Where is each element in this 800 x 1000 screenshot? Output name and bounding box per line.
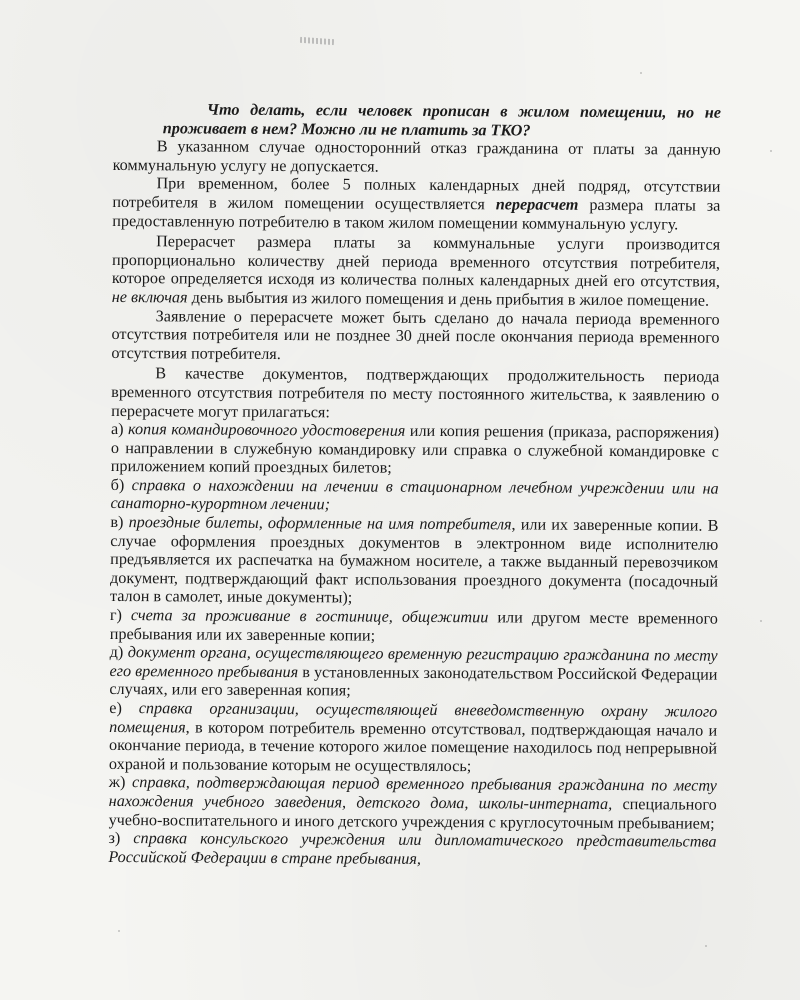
list-item-emphasis: счета за проживание в гостинице, общежитии <box>130 606 489 627</box>
paragraph-refusal: В указанном случае односторонний отказ гражданина от платы за данную коммунальную услугу не допускается. <box>112 137 721 176</box>
list-marker: а) <box>110 420 129 439</box>
list-item <box>108 829 716 870</box>
paragraph-text: размера платы за предоставленную потребителю в таком жилом помещении коммунальную услугу. <box>112 195 721 234</box>
list-marker: д) <box>109 643 128 662</box>
document-body <box>108 100 721 870</box>
list-item <box>109 773 717 832</box>
list-item <box>111 420 719 479</box>
list-item <box>110 513 719 610</box>
list-item-emphasis: справка о нахождении на лечении в стационарном лечебном учреждении или на санаторно-курортном лечении; <box>110 475 719 514</box>
list-item-text: или другом месте временного пребывания или их заверенные копии; <box>109 608 718 645</box>
list-item-text: , в котором потребитель временно отсутствовал, подтверждающая начало и окончание периода, в течение которого жилое помещение находилось под непрерывной охраной и пользование которым не осуществлялось; <box>108 718 718 775</box>
list-marker: в) <box>110 513 129 532</box>
list-item-emphasis: документ органа, осуществляющего временную регистрацию гражданина по месту его временного пребывания <box>109 643 718 681</box>
paragraph-proportional <box>112 232 720 310</box>
scan-speck <box>640 72 642 74</box>
paragraph-documents-intro: В качестве документов, подтверждающих продолжительность периода временного отсутствия потребителя по месту постоянного жительства, к заявлению о перерасчете могут прилагаться: <box>111 364 720 421</box>
list-item-text: или копия решения (приказа, распоряжения) о направлении в служебную командировку или справка о служебной командировке с приложением копий проездных билетов; <box>110 421 720 477</box>
list-item <box>110 476 718 517</box>
document-title: Что делать, если человек прописан в жилом помещении, но не проживает в нем? Можно ли не платить за ТКО? <box>162 100 721 140</box>
list-marker: е) <box>109 698 139 718</box>
list-item-emphasis: копия командировочного удостоверения <box>127 420 406 440</box>
emphasis-not-including: не включая <box>111 287 188 307</box>
paragraph-text: При временном, более 5 полных календарных дней подряд, отсутствии потребителя в жилом помещении осуществляется <box>112 174 721 214</box>
emphasis-recalculation: перерасчет <box>495 195 579 214</box>
list-item-text: специального учебно-воспитательного и иного детского учреждения с круглосуточным пребыванием; <box>108 795 717 833</box>
list-marker: ж) <box>108 773 133 792</box>
paragraph-recalculation <box>112 174 720 233</box>
list-item <box>109 699 717 777</box>
paragraph-text: Перерасчет размера платы за коммунальные услуги производится пропорционально количеству дней периода временного отсутствия потребителя, которое определяется исходя из количества полных календарных дней его отсутствия, <box>111 232 721 292</box>
list-item <box>109 643 717 702</box>
list-item-emphasis: справка организации, осуществляющей вневедомственную охрану жилого помещения <box>109 699 718 737</box>
list-marker: б) <box>110 475 132 494</box>
list-item-emphasis: проездные билеты, оформленные на имя потребителя <box>128 513 512 534</box>
scan-speck <box>760 620 762 622</box>
scan-speck <box>770 150 772 152</box>
paragraph-text: день выбытия из жилого помещения и день прибытия в жилое помещение. <box>187 288 710 310</box>
list-marker: г) <box>109 606 132 625</box>
list-item-text: , или их заверенные копии. В случае оформления проездных документов в электронном виде исполнителю предъявляется их распечатка на бумажном носителе, а также выданный перевозчиком документ, подтверждающий факт использования проездного документа (посадочный талон в самолет, иные документы); <box>109 515 719 607</box>
scan-artifact <box>300 37 334 45</box>
list-item <box>110 606 718 647</box>
scan-speck <box>118 930 120 932</box>
list-item-emphasis: справка, подтверждающая период временного пребывания гражданина по месту нахождения учебного заведения, детского дома, школы-интерната, <box>108 773 717 814</box>
list-item-text: в установленных законодательством Российской Федерации случаях, или его заверенная копия; <box>109 662 718 700</box>
paragraph-application: Заявление о перерасчете может быть сделано до начала периода временного отсутствия потребителя или не позднее 30 дней после окончания периода временного отсутствия потребителя. <box>111 306 720 363</box>
list-marker: з) <box>108 829 134 848</box>
list-item-emphasis: справка консульского учреждения или дипломатического представительства Российской Федерации в стране пребывания, <box>108 829 717 868</box>
scan-speck <box>705 945 707 947</box>
